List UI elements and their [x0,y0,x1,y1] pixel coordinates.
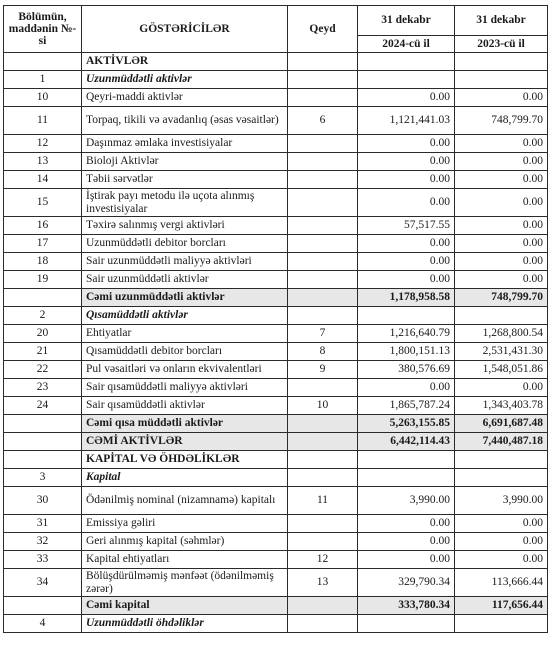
value-2023: 113,666.44 [455,569,548,597]
row-label: Daşınmaz əmlaka investisiyalar [82,135,288,153]
row-note [288,89,358,107]
row-number [4,289,82,307]
value-2024: 1,178,958.58 [358,289,455,307]
value-2023 [455,307,548,325]
value-2024: 380,576.69 [358,361,455,379]
subsection-row [4,71,548,89]
row-note [288,235,358,253]
value-2024: 1,216,640.79 [358,325,455,343]
value-2023 [455,469,548,487]
row-note: 7 [288,325,358,343]
table-row [4,89,548,107]
value-2023: 0.00 [455,135,548,153]
row-note [288,135,358,153]
value-2024: 329,790.34 [358,569,455,597]
row-number: 22 [4,361,82,379]
value-2023 [455,615,548,633]
header-2024-year: 2024-cü il [358,36,455,53]
value-2024 [358,53,455,71]
value-2024: 0.00 [358,551,455,569]
row-label: Cəmi uzunmüddətli aktivlər [82,289,288,307]
row-label: Uzunmüddətli aktivlər [82,71,288,89]
table-row [4,343,548,361]
table-row [4,107,548,135]
row-number: 17 [4,235,82,253]
value-2024 [358,615,455,633]
section-row [4,53,548,71]
value-2023: 0.00 [455,253,548,271]
table-row [4,153,548,171]
row-note: 11 [288,487,358,515]
row-number: 20 [4,325,82,343]
table-row [4,487,548,515]
value-2024: 1,121,441.03 [358,107,455,135]
row-number: 11 [4,107,82,135]
row-label: Torpaq, tikili və avadanlıq (əsas vəsaitlər) [82,107,288,135]
table-row [4,171,548,189]
row-number [4,433,82,451]
value-2023: 7,440,487.18 [455,433,548,451]
value-2024: 0.00 [358,189,455,217]
header-2023-date: 31 dekabr [455,6,548,36]
value-2023: 0.00 [455,533,548,551]
value-2024: 0.00 [358,533,455,551]
value-2023 [455,53,548,71]
row-note: 6 [288,107,358,135]
row-number [4,451,82,469]
value-2024 [358,307,455,325]
value-2023 [455,71,548,89]
total-row [4,597,548,615]
row-note [288,271,358,289]
table-row [4,569,548,597]
total-row [4,289,548,307]
row-number: 24 [4,397,82,415]
table-row [4,515,548,533]
value-2024: 0.00 [358,153,455,171]
value-2023: 1,548,051.86 [455,361,548,379]
row-label: AKTİVLƏR [82,53,288,71]
row-label: Sair qısamüddətli maliyyə aktivləri [82,379,288,397]
row-note [288,217,358,235]
row-number: 34 [4,569,82,597]
row-label: Qısamüddətli aktivlər [82,307,288,325]
value-2023 [455,451,548,469]
row-label: Təbii sərvətlər [82,171,288,189]
row-note [288,289,358,307]
table-row [4,533,548,551]
value-2024: 3,990.00 [358,487,455,515]
row-label: Ödənilmiş nominal (nizamnamə) kapitalı [82,487,288,515]
table-row [4,397,548,415]
subsection-row [4,615,548,633]
value-2024: 0.00 [358,253,455,271]
row-note [288,153,358,171]
row-number: 19 [4,271,82,289]
balance-sheet [3,5,547,633]
row-number: 33 [4,551,82,569]
header-indicators: GÖSTƏRİCİLƏR [82,6,288,53]
value-2023: 117,656.44 [455,597,548,615]
value-2024: 0.00 [358,515,455,533]
section-row [4,451,548,469]
row-number: 31 [4,515,82,533]
row-number: 1 [4,71,82,89]
row-label: İştirak payı metodu ilə uçota alınmış investisiyalar [82,189,288,217]
total-row [4,415,548,433]
row-note [288,53,358,71]
row-note: 8 [288,343,358,361]
table-row [4,235,548,253]
value-2023: 0.00 [455,153,548,171]
row-note [288,307,358,325]
value-2024: 0.00 [358,89,455,107]
row-note: 9 [288,361,358,379]
row-note: 12 [288,551,358,569]
row-label: Uzunmüddətli öhdəliklər [82,615,288,633]
row-label: Bölüşdürülməmiş mənfəət (ödənilməmiş zərər) [82,569,288,597]
row-label: CƏMİ AKTİVLƏR [82,433,288,451]
row-number: 18 [4,253,82,271]
row-note [288,71,358,89]
row-number: 23 [4,379,82,397]
header-2024-date: 31 dekabr [358,6,455,36]
value-2024: 0.00 [358,171,455,189]
value-2023: 0.00 [455,551,548,569]
row-label: Sair uzunmüddətli aktivlər [82,271,288,289]
value-2023: 0.00 [455,515,548,533]
row-number: 30 [4,487,82,515]
value-2023: 0.00 [455,271,548,289]
row-note [288,171,358,189]
value-2024: 0.00 [358,235,455,253]
value-2023: 0.00 [455,171,548,189]
row-number: 2 [4,307,82,325]
row-label: Cəmi kapital [82,597,288,615]
table-row [4,253,548,271]
subsection-row [4,469,548,487]
row-note [288,379,358,397]
value-2023: 0.00 [455,189,548,217]
row-note [288,515,358,533]
row-label: Pul vəsaitləri və onların ekvivalentləri [82,361,288,379]
row-label: Sair uzunmüddətli maliyyə aktivləri [82,253,288,271]
table-row [4,135,548,153]
row-label: KAPİTAL VƏ ÖHDƏLİKLƏR [82,451,288,469]
value-2024 [358,451,455,469]
value-2024: 1,800,151.13 [358,343,455,361]
value-2024: 0.00 [358,271,455,289]
row-number: 21 [4,343,82,361]
row-label: Kapital ehtiyatları [82,551,288,569]
table-row [4,551,548,569]
value-2024: 0.00 [358,379,455,397]
value-2023: 0.00 [455,217,548,235]
row-label: Bioloji Aktivlər [82,153,288,171]
row-label: Təxirə salınmış vergi aktivləri [82,217,288,235]
table-row [4,379,548,397]
table-row [4,325,548,343]
row-note [288,189,358,217]
row-label: Emissiya gəliri [82,515,288,533]
value-2023: 3,990.00 [455,487,548,515]
row-number [4,53,82,71]
row-number: 15 [4,189,82,217]
row-note [288,469,358,487]
header-row [4,6,548,36]
row-note [288,451,358,469]
row-label: Cəmi qısa müddətli aktivlər [82,415,288,433]
row-number: 10 [4,89,82,107]
row-note [288,597,358,615]
row-number: 32 [4,533,82,551]
table-row [4,189,548,217]
value-2023: 1,268,800.54 [455,325,548,343]
row-note [288,533,358,551]
value-2023: 0.00 [455,235,548,253]
row-note [288,433,358,451]
value-2024: 57,517.55 [358,217,455,235]
value-2023: 1,343,403.78 [455,397,548,415]
total-row [4,433,548,451]
value-2024: 333,780.34 [358,597,455,615]
header-2023-year: 2023-cü il [455,36,548,53]
row-number [4,415,82,433]
value-2024: 0.00 [358,135,455,153]
row-number: 3 [4,469,82,487]
row-label: Uzunmüddətli debitor borcları [82,235,288,253]
value-2023: 748,799.70 [455,107,548,135]
row-label: Qısamüddətli debitor borcları [82,343,288,361]
table-row [4,217,548,235]
value-2024: 5,263,155.85 [358,415,455,433]
row-note [288,615,358,633]
row-label: Ehtiyatlar [82,325,288,343]
row-number: 13 [4,153,82,171]
value-2024: 6,442,114.43 [358,433,455,451]
header-note: Qeyd [288,6,358,53]
row-note: 10 [288,397,358,415]
row-note: 13 [288,569,358,597]
value-2023: 2,531,431.30 [455,343,548,361]
value-2023: 0.00 [455,379,548,397]
row-number: 4 [4,615,82,633]
table-row [4,361,548,379]
table-body [4,53,548,633]
value-2023: 0.00 [455,89,548,107]
header-number: Bölümün, maddənin №-si [4,6,82,53]
value-2023: 748,799.70 [455,289,548,307]
row-note [288,253,358,271]
row-number [4,597,82,615]
row-number: 16 [4,217,82,235]
row-note [288,415,358,433]
value-2024: 1,865,787.24 [358,397,455,415]
value-2024 [358,71,455,89]
row-label: Geri alınmış kapital (səhmlər) [82,533,288,551]
row-number: 12 [4,135,82,153]
row-number: 14 [4,171,82,189]
subsection-row [4,307,548,325]
row-label: Qeyri-maddi aktivlər [82,89,288,107]
row-label: Sair qısamüddətli aktivlər [82,397,288,415]
balance-table [3,5,548,633]
value-2024 [358,469,455,487]
table-row [4,271,548,289]
row-label: Kapital [82,469,288,487]
value-2023: 6,691,687.48 [455,415,548,433]
